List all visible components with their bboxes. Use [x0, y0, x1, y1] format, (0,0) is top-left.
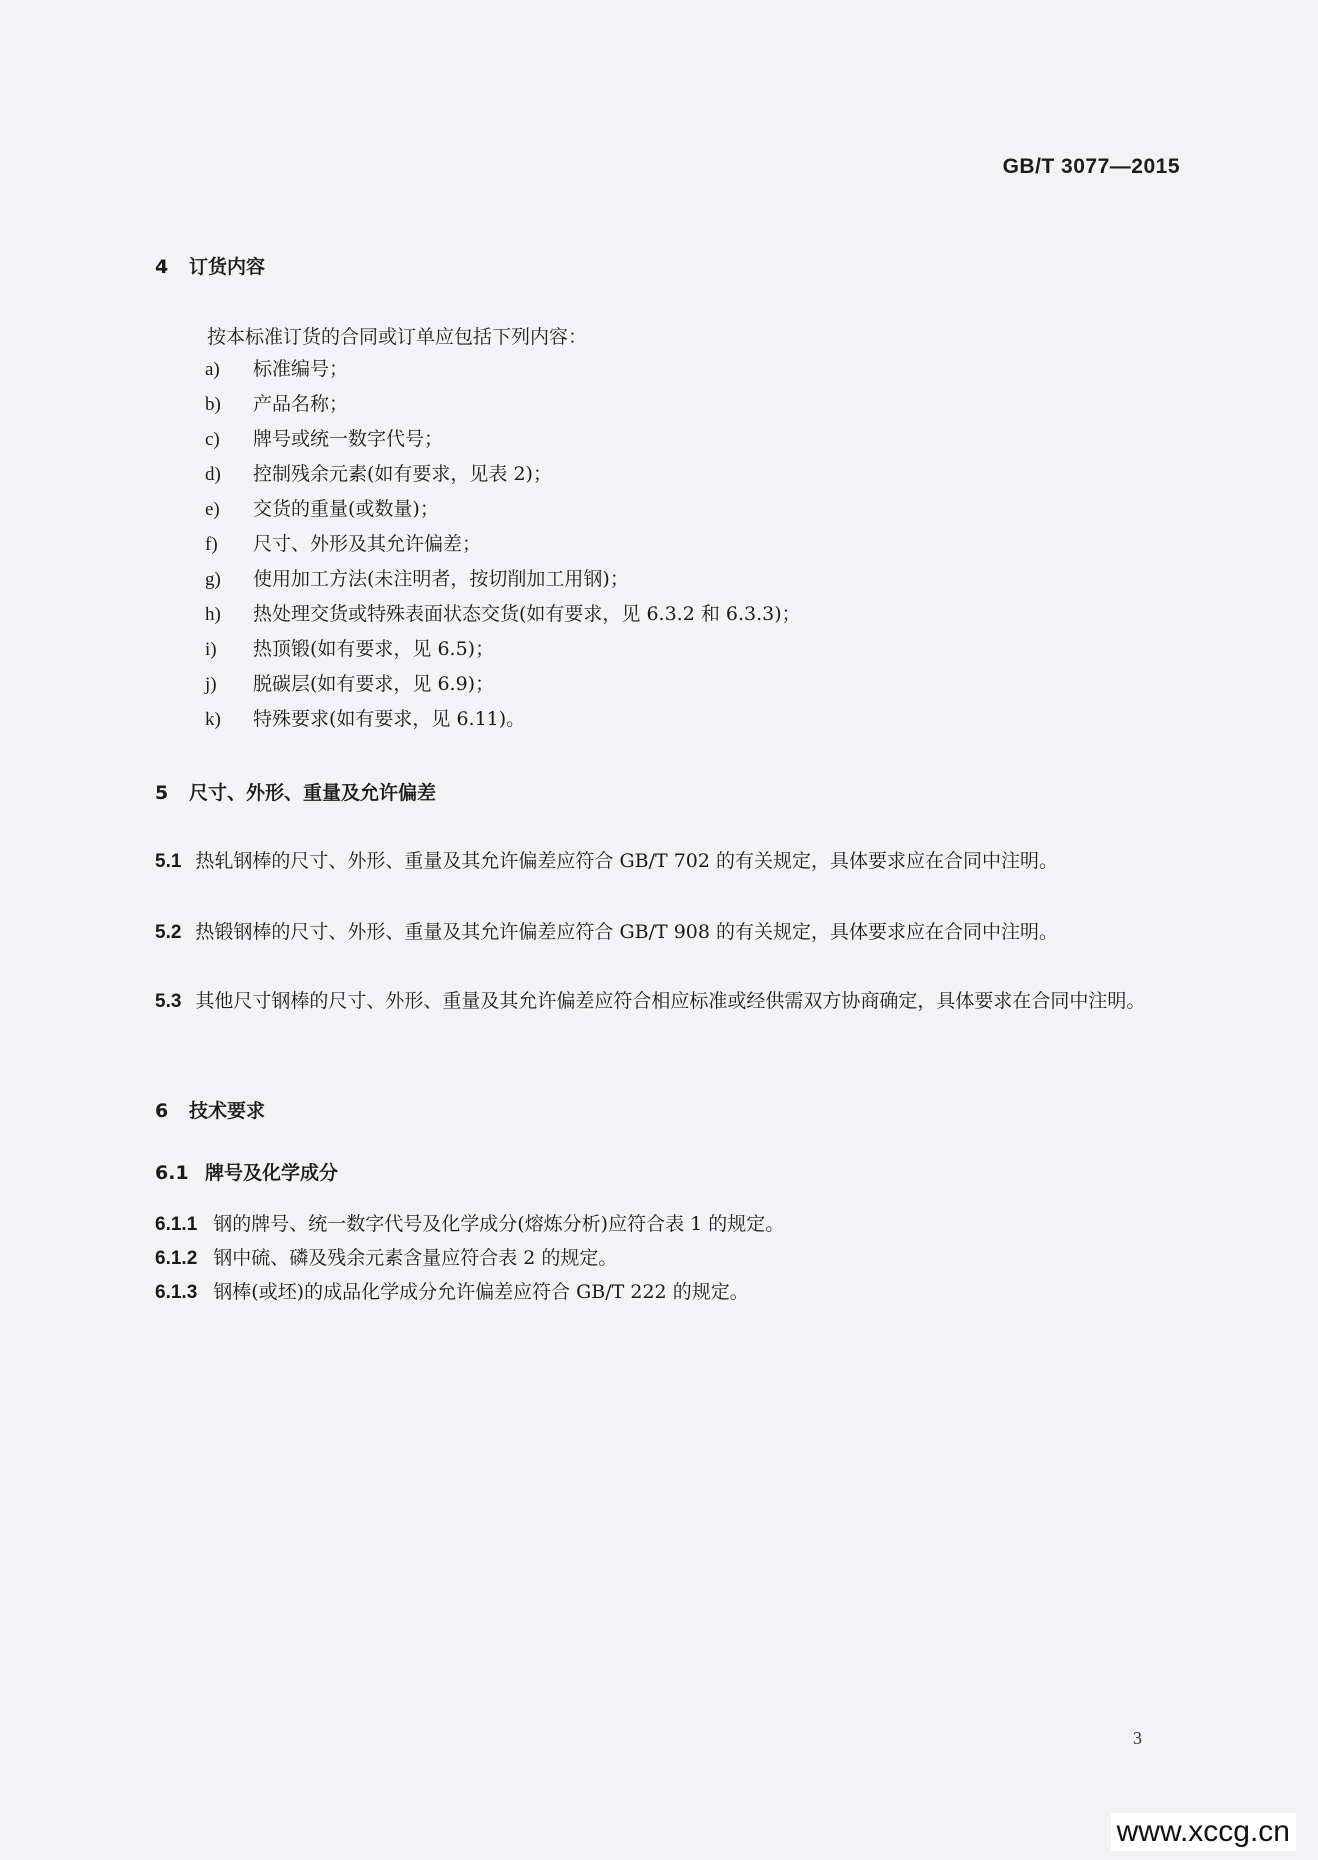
- clause-text: 热锻钢棒的尺寸、外形、重量及其允许偏差应符合 GB/T 908 的有关规定，具体要求应在合同中注明。: [195, 921, 1059, 943]
- list-text: 使用加工方法(未注明者，按切削加工用钢)；: [253, 568, 629, 590]
- site-watermark: www.xccg.cn: [1111, 1813, 1296, 1851]
- section-6-heading: [155, 1096, 265, 1123]
- list-text: 热顶锻(如有要求，见 6.5)；: [253, 638, 495, 660]
- list-item: [205, 527, 801, 562]
- list-marker: a): [205, 359, 220, 380]
- standard-code: GB/T 3077—2015: [1002, 155, 1180, 178]
- section-number: 6: [155, 1100, 169, 1122]
- clause-text: 钢中硫、磷及残余元素含量应符合表 2 的规定。: [213, 1247, 618, 1269]
- section-number: 5: [155, 782, 169, 804]
- list-marker: g): [205, 569, 221, 590]
- list-text: 控制残余元素(如有要求，见表 2)；: [253, 463, 552, 485]
- section-6-1-heading: [155, 1158, 338, 1185]
- section-4-heading: [155, 252, 265, 279]
- list-item: [205, 562, 801, 597]
- clause-6-1-2: [155, 1240, 1180, 1277]
- list-item: [205, 667, 801, 702]
- list-text: 热处理交货或特殊表面状态交货(如有要求，见 6.3.2 和 6.3.3)；: [253, 603, 801, 625]
- list-item: [205, 632, 801, 667]
- clause-number: 6.1.3: [155, 1282, 198, 1303]
- list-text: 产品名称；: [253, 393, 349, 415]
- list-text: 脱碳层(如有要求，见 6.9)；: [253, 673, 495, 695]
- clause-5-2: [155, 914, 1180, 951]
- list-marker: i): [205, 639, 217, 660]
- clause-text: 钢的牌号、统一数字代号及化学成分(熔炼分析)应符合表 1 的规定。: [213, 1213, 785, 1235]
- section-title: 技术要求: [189, 1100, 266, 1122]
- clause-6-1-3: [155, 1274, 1180, 1311]
- section-title: 订货内容: [189, 256, 266, 278]
- clause-number: 5.3: [155, 991, 182, 1012]
- list-marker: j): [205, 674, 217, 695]
- clause-6-1-1: [155, 1206, 1180, 1243]
- list-marker: f): [205, 534, 218, 555]
- list-item: [205, 492, 801, 527]
- order-intro-text: 按本标准订货的合同或订单应包括下列内容：: [207, 326, 588, 348]
- subsection-title: 牌号及化学成分: [205, 1162, 339, 1184]
- list-marker: h): [205, 604, 221, 625]
- list-marker: c): [205, 429, 220, 450]
- subsection-number: 6.1: [155, 1162, 189, 1184]
- section-number: 4: [155, 256, 169, 278]
- list-item: [205, 457, 801, 492]
- clause-text: 热轧钢棒的尺寸、外形、重量及其允许偏差应符合 GB/T 702 的有关规定，具体要求应在合同中注明。: [195, 850, 1059, 872]
- clause-number: 6.1.2: [155, 1248, 198, 1269]
- page-number: 3: [1133, 1728, 1142, 1748]
- list-item: [205, 387, 801, 422]
- list-marker: b): [205, 394, 221, 415]
- list-item: [205, 597, 801, 632]
- list-item: [205, 352, 801, 387]
- list-item: [205, 702, 801, 737]
- clause-number: 5.2: [155, 922, 182, 943]
- list-marker: k): [205, 709, 221, 730]
- list-marker: e): [205, 499, 220, 520]
- clause-text: 钢棒(或坯)的成品化学成分允许偏差应符合 GB/T 222 的规定。: [213, 1281, 749, 1303]
- section-5-heading: [155, 778, 436, 805]
- clause-5-3: [155, 983, 1180, 1020]
- clause-number: 6.1.1: [155, 1214, 198, 1235]
- list-text: 牌号或统一数字代号；: [253, 428, 444, 450]
- list-text: 标准编号；: [253, 358, 349, 380]
- list-item: [205, 422, 801, 457]
- order-content-list: [205, 352, 801, 737]
- clause-text: 其他尺寸钢棒的尺寸、外形、重量及其允许偏差应符合相应标准或经供需双方协商确定，具体要求在合同中注明。: [195, 990, 1146, 1012]
- section-title: 尺寸、外形、重量及允许偏差: [189, 782, 437, 804]
- list-text: 交货的重量(或数量)；: [253, 498, 439, 520]
- list-text: 尺寸、外形及其允许偏差；: [253, 533, 482, 555]
- list-marker: d): [205, 464, 221, 485]
- list-text: 特殊要求(如有要求，见 6.11)。: [253, 708, 526, 730]
- clause-number: 5.1: [155, 851, 182, 872]
- clause-5-1: [155, 843, 1180, 880]
